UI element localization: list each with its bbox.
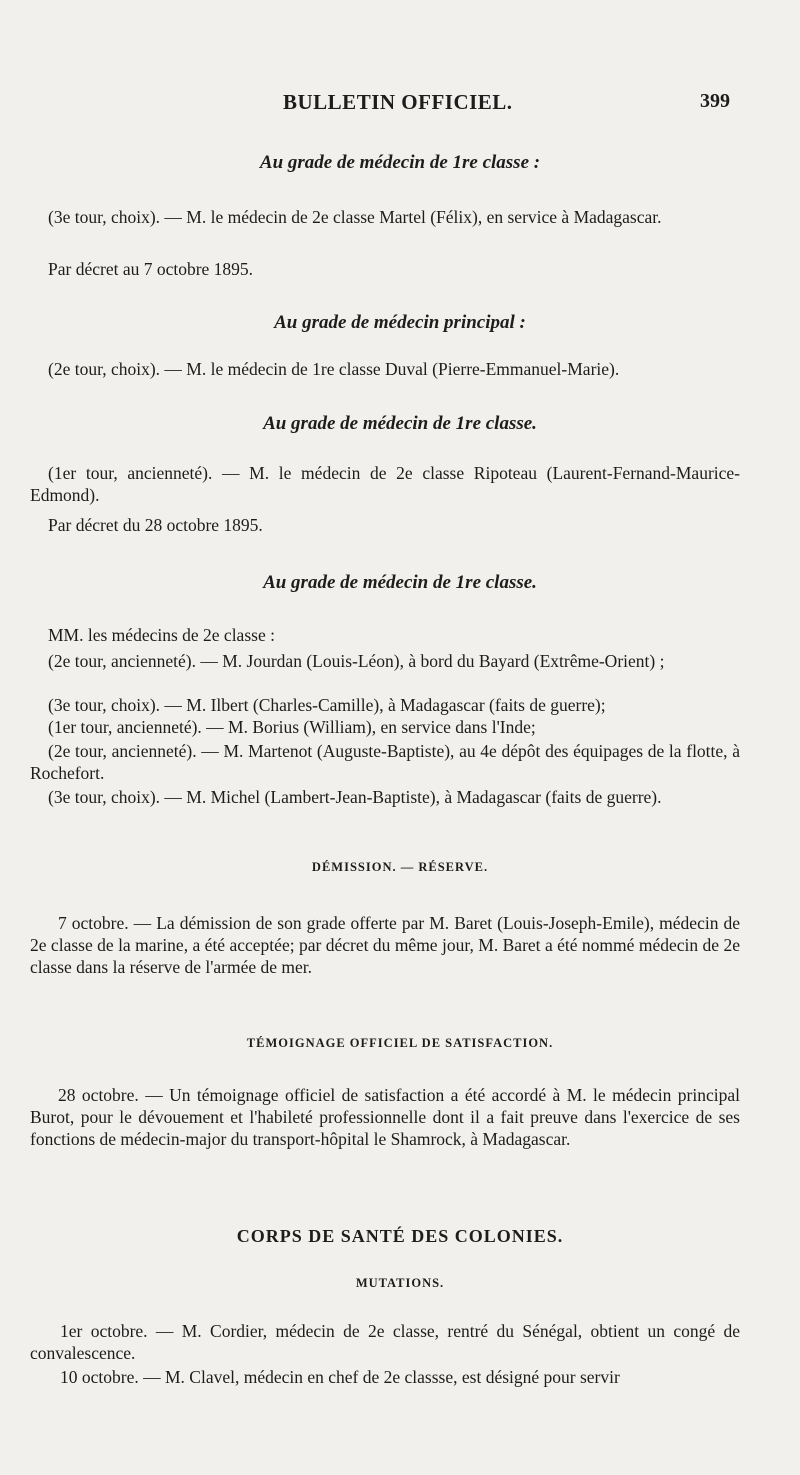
decree-line: Par décret du 28 octobre 1895. [48,515,263,535]
paragraph: 28 octobre. — Un témoignage officiel de satisfaction a été accordé à M. le médecin principal Burot, pour le dévouement et l'habileté professionnelle dont il a fait preuve dans l'exercice de ses fonctions de médecin-major du transport-hôpital le Shamrock, à Madagascar. [30,1085,740,1149]
journal-title: BULLETIN OFFICIEL. [283,90,513,114]
subheading: MUTATIONS. [355,1276,445,1290]
section-heading: DÉMISSION. — RÉSERVE. [311,860,489,874]
list-intro: MM. les médecins de 2e classe : [48,625,275,645]
chapter-heading: CORPS DE SANTÉ DES COLONIES. [236,1226,564,1246]
section-heading: Au grade de médecin de 1re classe. [263,413,537,434]
section-heading: Au grade de médecin de 1re classe. [263,572,537,593]
paragraph: 7 octobre. — La démission de son grade offerte par M. Baret (Louis-Joseph-Emile), médecin de 2e classe de la marine, a été acceptée; par décret du même jour, M. Baret a été nommé médecin de 2e classe dans la réserve de l'armée de mer. [30,913,740,977]
paragraph: (1er tour, ancienneté). — M. le médecin de 2e classe Ripoteau (Laurent-Fernand-Maurice-Edmond). [30,463,740,505]
list-item: (3e tour, choix). — M. Michel (Lambert-Jean-Baptiste), à Madagascar (faits de guerre). [48,787,662,807]
list-item: (1er tour, ancienneté). — M. Borius (William), en service dans l'Inde; [48,717,536,737]
page-number: 399 [700,90,730,112]
section-heading: TÉMOIGNAGE OFFICIEL DE SATISFACTION. [246,1036,554,1050]
section-heading: Au grade de médecin principal : [274,312,526,333]
page-header [0,90,800,122]
paragraph: (2e tour, choix). — M. le médecin de 1re classe Duval (Pierre-Emmanuel-Marie). [48,359,620,379]
paragraph: (3e tour, choix). — M. le médecin de 2e classe Martel (Félix), en service à Madagascar. [48,207,662,227]
decree-line: Par décret au 7 octobre 1895. [48,259,254,279]
section-heading: Au grade de médecin de 1re classe : [259,152,541,173]
list-item: (2e tour, ancienneté). — M. Jourdan (Louis-Léon), à bord du Bayard (Extrême-Orient) ; [48,651,665,671]
paragraph: 1er octobre. — M. Cordier, médecin de 2e classe, rentré du Sénégal, obtient un congé de convalescence. [30,1321,740,1363]
paragraph: 10 octobre. — M. Clavel, médecin en chef de 2e classse, est désigné pour servir [60,1367,620,1387]
list-item: (3e tour, choix). — M. Ilbert (Charles-Camille), à Madagascar (faits de guerre); [48,695,606,715]
list-item: (2e tour, ancienneté). — M. Martenot (Auguste-Baptiste), au 4e dépôt des équipages de la flotte, à Rochefort. [30,741,740,783]
